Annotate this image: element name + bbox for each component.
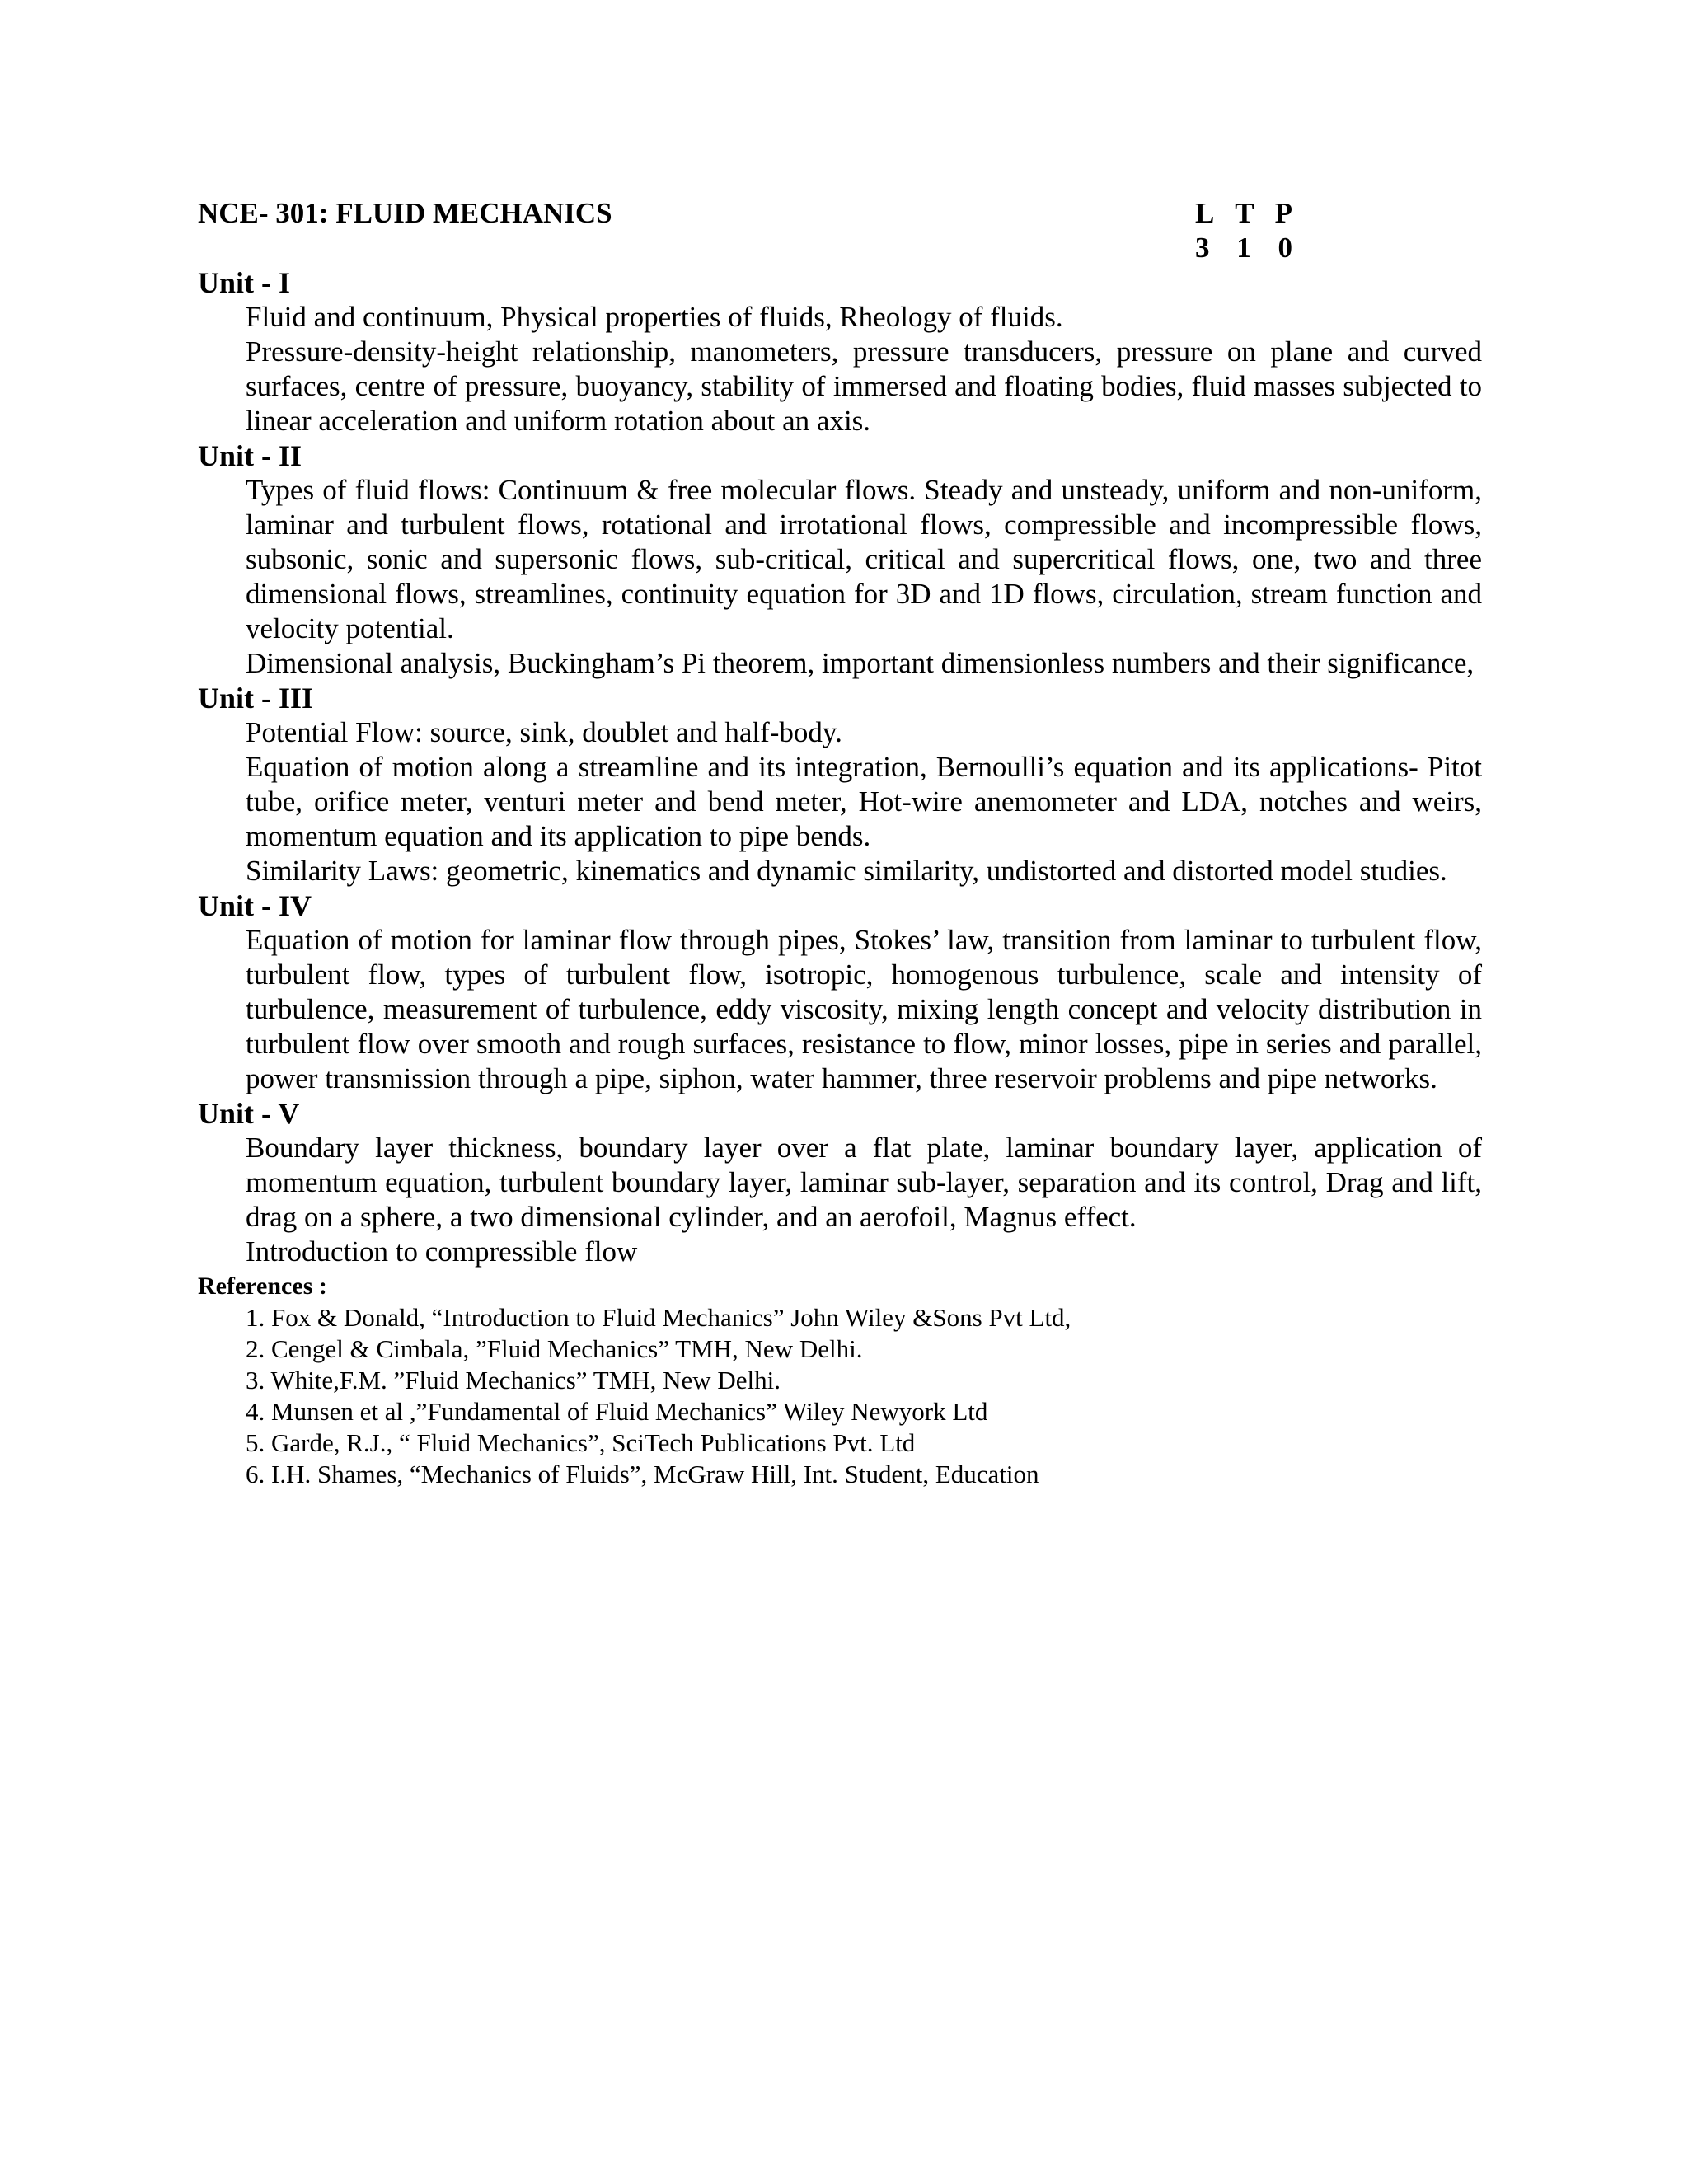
reference-item: 6. I.H. Shames, “Mechanics of Fluids”, McGraw Hill, Int. Student, Education <box>246 1460 1039 1488</box>
ltp-values <box>1195 231 1292 265</box>
course-header <box>198 196 1484 265</box>
unit-4-paragraph-1: Equation of motion for laminar flow through pipes, Stokes’ law, transition from laminar to turbulent flow, turbulent flow, types of turbulent flow, isotropic, homogenous turbulence, scale and intensity of turbulence, measurement of turbulence, eddy viscosity, mixing length concept and velocity distribution in turbulent flow over smooth and rough surfaces, resistance to flow, minor losses, pipe in series and parallel, power transmission through a pipe, siphon, water hammer, three reservoir problems and pipe networks. <box>246 924 1482 1094</box>
unit-2-heading: Unit - II <box>198 439 302 472</box>
ltp-value-t: 1 <box>1236 232 1251 264</box>
references-list <box>246 1302 1484 1490</box>
course-title: NCE- 301: FLUID MECHANICS <box>198 197 612 229</box>
reference-item: 2. Cengel & Cimbala, ”Fluid Mechanics” TMH, New Delhi. <box>246 1334 863 1363</box>
ltp-labels <box>1195 196 1292 231</box>
unit-5-paragraph-2: Introduction to compressible flow <box>246 1235 638 1268</box>
references-heading: References : <box>198 1272 327 1300</box>
unit-1-paragraph-2: Pressure-density-height relationship, manometers, pressure transducers, pressure on plane and curved surfaces, centre of pressure, buoyancy, stability of immersed and floating bodies, fluid masses subjected to linear acceleration and uniform rotation about an axis. <box>246 335 1482 437</box>
unit-5-paragraph-1: Boundary layer thickness, boundary layer over a flat plate, laminar boundary layer, application of momentum equation, turbulent boundary layer, laminar sub-layer, separation and its control, Drag and lift, drag on a sphere, a two dimensional cylinder, and an aerofoil, Magnus effect. <box>246 1132 1482 1233</box>
reference-item: 3. White,F.M. ”Fluid Mechanics” TMH, New Delhi. <box>246 1366 781 1394</box>
unit-1-heading: Unit - I <box>198 266 291 299</box>
unit-3-heading: Unit - III <box>198 682 314 715</box>
unit-5-heading: Unit - V <box>198 1097 300 1130</box>
unit-2-paragraph-1: Types of fluid flows: Continuum & free molecular flows. Steady and unsteady, uniform and non-uniform, laminar and turbulent flows, rotational and irrotational flows, compressible and incompressible flows, subsonic, sonic and supersonic flows, sub-critical, critical and supercritical flows, one, two and three dimensional flows, streamlines, continuity equation for 3D and 1D flows, circulation, stream function and velocity potential. <box>246 474 1482 644</box>
unit-1-paragraph-1: Fluid and continuum, Physical properties of fluids, Rheology of fluids. <box>246 301 1063 333</box>
reference-item: 4. Munsen et al ,”Fundamental of Fluid Mechanics” Wiley Newyork Ltd <box>246 1397 988 1426</box>
unit-2-paragraph-2: Dimensional analysis, Buckingham’s Pi theorem, important dimensionless numbers and their significance, <box>246 647 1475 679</box>
unit-4-heading: Unit - IV <box>198 889 312 922</box>
ltp-label-p: P <box>1274 197 1292 229</box>
reference-item: 5. Garde, R.J., “ Fluid Mechanics”, SciTech Publications Pvt. Ltd <box>246 1428 916 1457</box>
unit-3-paragraph-1: Potential Flow: source, sink, doublet and half-body. <box>246 716 842 748</box>
ltp-label-l: L <box>1195 197 1215 229</box>
ltp-label-t: T <box>1235 197 1254 229</box>
unit-3-paragraph-3: Similarity Laws: geometric, kinematics and dynamic similarity, undistorted and distorted model studies. <box>246 855 1447 887</box>
reference-item: 1. Fox & Donald, “Introduction to Fluid Mechanics” John Wiley &Sons Pvt Ltd, <box>246 1303 1071 1332</box>
ltp-value-l: 3 <box>1195 232 1210 264</box>
unit-3-paragraph-2: Equation of motion along a streamline and its integration, Bernoulli’s equation and its applications- Pitot tube, orifice meter, venturi meter and bend meter, Hot-wire anemometer and LDA, notches and weirs, momentum equation and its application to pipe bends. <box>246 751 1482 852</box>
syllabus-page <box>198 196 1484 1490</box>
ltp-value-p: 0 <box>1278 232 1292 264</box>
ltp-block <box>1195 196 1302 265</box>
